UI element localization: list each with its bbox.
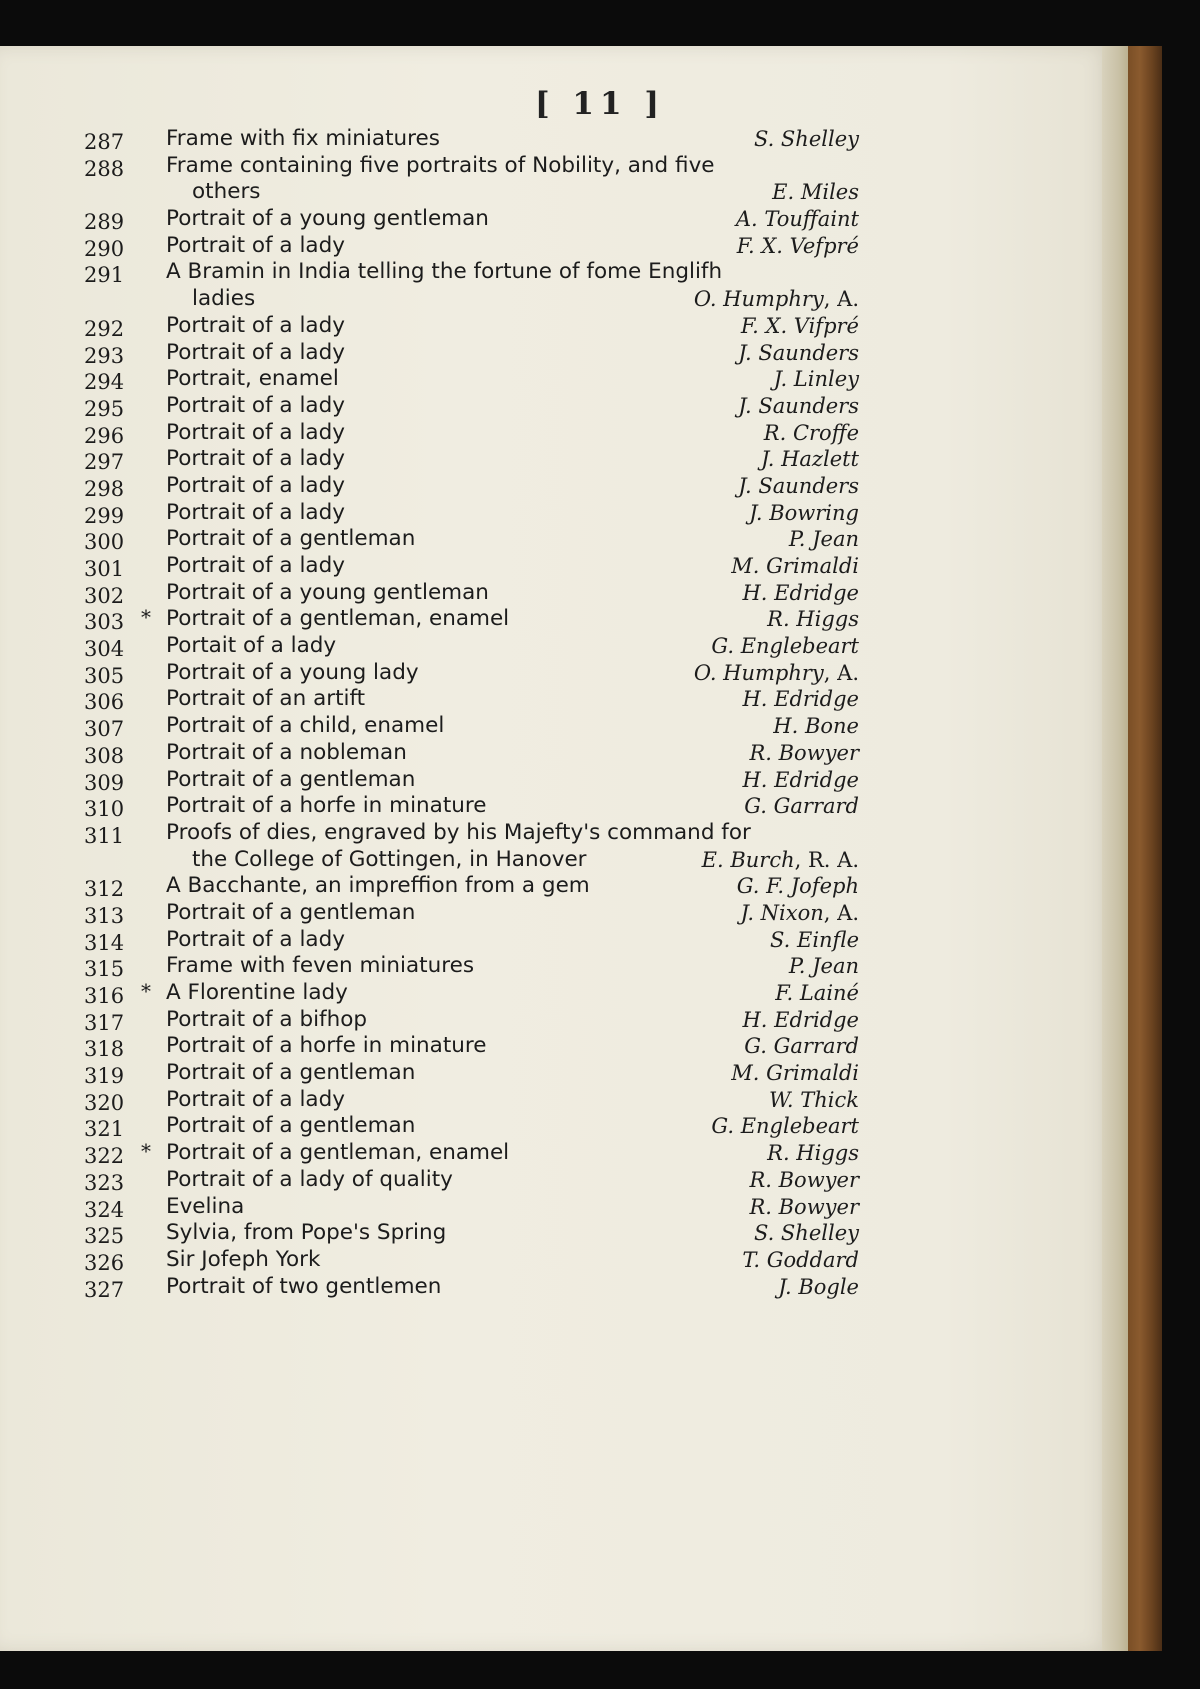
entry-number: 324 xyxy=(84,1197,125,1222)
entry-number: 287 xyxy=(84,130,125,154)
entry-title: A Florentine lady xyxy=(166,980,348,1005)
entry-title: Portrait of a lady xyxy=(166,419,345,445)
artist-name: S. Shelley xyxy=(753,127,859,151)
catalogue-entry xyxy=(84,633,859,660)
entry-title: Portrait of a lady xyxy=(166,446,345,472)
entry-number: 308 xyxy=(84,743,125,768)
entry-number: 321 xyxy=(84,1117,125,1142)
artist-name: R. Croffe xyxy=(763,420,859,445)
catalogue-entry xyxy=(84,446,859,473)
entry-number: 310 xyxy=(84,797,125,822)
entry-number: 289 xyxy=(84,210,125,235)
entry-number: 323 xyxy=(84,1170,125,1195)
entry-artist xyxy=(742,686,859,713)
artist-name: O. Humphry xyxy=(693,287,824,312)
entry-title: Portrait of a lady xyxy=(166,339,345,365)
entry-number: 314 xyxy=(84,930,125,955)
catalogue-entry xyxy=(84,153,859,180)
artist-name: W. Thick xyxy=(769,1087,859,1112)
catalogue-entry xyxy=(84,233,859,260)
entry-number: 320 xyxy=(84,1090,125,1115)
entry-number: 294 xyxy=(84,370,125,395)
entry-number: 315 xyxy=(84,957,125,982)
entry-artist xyxy=(711,633,859,660)
entry-title: Sir Jofeph York xyxy=(166,1246,321,1272)
entry-title: Sylvia, from Pope's Spring xyxy=(166,1220,447,1246)
artist-name: J. Saunders xyxy=(738,473,859,498)
entry-title: Portrait of a gentleman, enamel xyxy=(166,606,510,632)
entry-number: 318 xyxy=(84,1037,125,1062)
entry-number: 297 xyxy=(84,450,125,475)
entry-number: 303 xyxy=(84,610,125,635)
artist-suffix: , A. xyxy=(823,660,859,685)
catalogue-entry xyxy=(84,740,859,767)
entry-title: Portrait of a gentleman xyxy=(166,766,416,792)
artist-name: J. Linley xyxy=(773,367,859,392)
entry-artist xyxy=(767,1140,859,1167)
entry-number: 316 xyxy=(84,984,125,1008)
artist-name: H. Edridge xyxy=(742,687,859,712)
entry-title: Portrait of a gentleman xyxy=(166,1060,416,1086)
artist-name: F. Lainé xyxy=(775,981,859,1005)
artist-name: S. Shelley xyxy=(753,1221,859,1246)
entry-title: Portrait of a lady xyxy=(166,499,345,525)
entry-artist xyxy=(770,927,859,954)
artist-name: G. Englebeart xyxy=(711,634,859,659)
entry-number: 309 xyxy=(84,770,125,795)
artist-name: S. Einfle xyxy=(770,927,859,952)
entry-artist xyxy=(789,526,859,553)
entry-artist xyxy=(749,1194,859,1221)
entry-artist xyxy=(742,767,859,794)
artist-name: H. Edridge xyxy=(742,1007,859,1032)
artist-name: G. F. Jofeph xyxy=(736,874,859,899)
entry-title: Portrait of a child, enamel xyxy=(166,713,445,739)
entry-number: 298 xyxy=(84,476,125,501)
entry-artist xyxy=(754,126,859,153)
entry-number: 301 xyxy=(84,557,125,581)
entry-title: Portrait of a horfe in minature xyxy=(166,1033,487,1059)
catalogue-entry xyxy=(84,126,859,153)
entry-title: Portrait of a gentleman xyxy=(166,1113,416,1139)
entry-artist xyxy=(772,179,859,206)
catalogue-entry xyxy=(84,767,859,794)
artist-name: H. Bone xyxy=(773,714,859,739)
catalogue-entry xyxy=(84,660,859,687)
entry-title: Portrait of a horfe in minature xyxy=(166,793,487,819)
entry-artist xyxy=(744,793,859,820)
entry-artist xyxy=(789,953,859,980)
artist-name: M. Grimaldi xyxy=(731,1061,859,1086)
entry-number: 293 xyxy=(84,343,125,368)
entry-artist xyxy=(738,393,859,420)
entry-artist xyxy=(741,313,859,340)
entry-title: Portrait of a lady xyxy=(166,1086,345,1112)
entry-number: 325 xyxy=(84,1224,125,1249)
entry-title: Portrait of a lady xyxy=(166,553,345,578)
entry-number: 291 xyxy=(84,263,125,288)
entry-number: 299 xyxy=(84,503,125,528)
entry-title: Frame with feven miniatures xyxy=(166,953,475,979)
entry-title: Portrait, enamel xyxy=(166,366,339,392)
catalogue-entry xyxy=(84,1167,859,1194)
entry-artist xyxy=(741,900,859,927)
entry-title: Portrait of a gentleman xyxy=(166,526,416,552)
catalogue-entry xyxy=(84,820,859,847)
catalogue-entry xyxy=(84,313,859,340)
entry-title: Portrait of a nobleman xyxy=(166,739,407,765)
artist-suffix: , A. xyxy=(823,900,859,925)
entry-artist xyxy=(742,1007,859,1034)
artist-name: J. Saunders xyxy=(738,393,859,418)
entry-title: Evelina xyxy=(166,1193,245,1219)
entry-title: A Bacchante, an impreffion from a gem xyxy=(166,873,590,899)
catalogue-entry xyxy=(84,553,859,580)
catalogue-entry xyxy=(84,1194,859,1221)
entry-artist xyxy=(778,1274,859,1301)
page-number-header: [ 11 ] xyxy=(534,86,666,122)
entry-artist xyxy=(742,580,859,607)
entry-number: 296 xyxy=(84,423,125,448)
catalogue-entry xyxy=(84,393,859,420)
artist-name: F. X. Vifpré xyxy=(740,313,859,338)
catalogue-entries xyxy=(84,126,859,1300)
artist-suffix: , R. A. xyxy=(794,847,859,872)
entry-asterisk-mark: * xyxy=(141,979,151,1003)
entry-artist xyxy=(742,1247,859,1274)
entry-title: others xyxy=(192,179,261,205)
entry-title: Portrait of a gentleman, enamel xyxy=(166,1140,510,1166)
entry-artist xyxy=(764,420,859,447)
entry-number: 322 xyxy=(84,1144,125,1169)
catalogue-entry xyxy=(84,953,859,980)
catalogue-entry xyxy=(84,980,859,1007)
entry-number: 292 xyxy=(84,316,125,341)
artist-name: F. X. Vefpré xyxy=(736,233,859,258)
entry-number: 311 xyxy=(84,823,125,848)
entry-title: Portrait of a bifhop xyxy=(166,1006,368,1032)
entry-title: Portrait of a lady xyxy=(166,926,345,952)
page-edge xyxy=(1102,46,1130,1651)
artist-name: R. Higgs xyxy=(767,1141,859,1166)
entry-title: Portait of a lady xyxy=(166,633,337,659)
entry-asterisk-mark: * xyxy=(141,1139,151,1164)
entry-artist xyxy=(749,1167,859,1194)
catalogue-entry xyxy=(84,473,859,500)
entry-number: 300 xyxy=(84,530,125,555)
artist-name: P. Jean xyxy=(788,527,859,552)
catalogue-entry xyxy=(84,1247,859,1274)
artist-name: J. Bowring xyxy=(749,500,859,525)
entry-title: Portrait of a young lady xyxy=(166,659,419,685)
entry-title: Proofs of dies, engraved by his Majefty's command for xyxy=(166,819,751,845)
entry-artist xyxy=(754,1220,859,1247)
entry-artist xyxy=(749,740,859,767)
entry-artist xyxy=(761,446,859,473)
artist-name: J. Nixon xyxy=(740,900,824,925)
catalogue-entry-continuation xyxy=(84,179,859,206)
entry-artist xyxy=(767,606,859,633)
entry-title: Portrait of a young gentleman xyxy=(166,579,489,605)
artist-name: O. Humphry xyxy=(693,660,824,685)
catalogue-entry xyxy=(84,1033,859,1060)
entry-artist xyxy=(737,233,859,260)
catalogue-entry xyxy=(84,259,859,286)
catalogue-entry xyxy=(84,580,859,607)
entry-title: ladies xyxy=(192,286,256,312)
entry-artist xyxy=(731,553,859,580)
entry-title: the College of Gottingen, in Hanover xyxy=(192,846,587,872)
artist-name: R. Bowyer xyxy=(749,740,859,765)
entry-number: 317 xyxy=(84,1010,125,1035)
artist-name: A. Touffaint xyxy=(735,207,859,232)
catalogue-entry xyxy=(84,206,859,233)
catalogue-entry xyxy=(84,526,859,553)
artist-suffix: , A. xyxy=(823,287,859,312)
entry-number: 306 xyxy=(84,690,125,715)
entry-artist xyxy=(737,873,859,900)
entry-artist xyxy=(694,286,859,313)
entry-artist xyxy=(694,660,859,687)
entry-title: Portrait of a lady xyxy=(166,312,345,338)
entry-number: 288 xyxy=(84,156,125,181)
catalogue-entry-continuation xyxy=(84,847,859,874)
artist-name: R. Bowyer xyxy=(749,1167,859,1192)
entry-number: 327 xyxy=(84,1277,125,1302)
catalogue-entry xyxy=(84,686,859,713)
entry-title: Portrait of a lady xyxy=(166,392,345,418)
artist-name: R. Higgs xyxy=(767,607,859,632)
artist-name: H. Edridge xyxy=(742,580,859,605)
entry-title: Portrait of two gentlemen xyxy=(166,1273,442,1299)
artist-name: M. Grimaldi xyxy=(731,554,859,578)
entry-number: 302 xyxy=(84,583,125,608)
entry-artist xyxy=(736,206,859,233)
artist-name: J. Bogle xyxy=(778,1274,859,1299)
catalogue-entry xyxy=(84,1060,859,1087)
catalogue-entry xyxy=(84,713,859,740)
entry-title: Frame with fix miniatures xyxy=(166,126,440,151)
entry-artist xyxy=(738,473,859,500)
entry-number: 290 xyxy=(84,236,125,261)
entry-artist xyxy=(774,366,859,393)
catalogue-entry xyxy=(84,900,859,927)
entry-artist xyxy=(744,1033,859,1060)
catalogue-entry xyxy=(84,1140,859,1167)
catalogue-entry xyxy=(84,340,859,367)
entry-number: 304 xyxy=(84,637,125,662)
artist-name: R. Bowyer xyxy=(749,1194,859,1219)
entry-artist xyxy=(749,500,859,527)
entry-title: Portrait of a gentleman xyxy=(166,899,416,925)
entry-asterisk-mark: * xyxy=(141,605,151,630)
entry-title: Portrait of a lady xyxy=(166,232,345,258)
catalogue-entry xyxy=(84,606,859,633)
entry-number: 312 xyxy=(84,877,125,902)
entry-artist xyxy=(769,1087,859,1114)
catalogue-entry-continuation xyxy=(84,286,859,313)
catalogue-entry xyxy=(84,1113,859,1140)
entry-title: Portrait of a lady of quality xyxy=(166,1166,453,1192)
artist-name: E. Miles xyxy=(772,180,859,205)
entry-title: Portrait of a young gentleman xyxy=(166,206,489,232)
entry-number: 295 xyxy=(84,396,125,421)
artist-name: J. Saunders xyxy=(738,340,859,365)
entry-artist xyxy=(775,980,859,1007)
entry-number: 326 xyxy=(84,1250,125,1275)
artist-name: G. Garrard xyxy=(744,794,859,819)
catalogue-entry xyxy=(84,1007,859,1034)
entry-title: Portrait of an artift xyxy=(166,686,366,712)
entry-artist xyxy=(702,847,859,874)
entry-number: 313 xyxy=(84,903,125,928)
entry-artist xyxy=(738,340,859,367)
catalogue-entry xyxy=(84,1087,859,1114)
entry-title: A Bramin in India telling the fortune of fome Englifh xyxy=(166,259,723,285)
catalogue-entry xyxy=(84,366,859,393)
catalogue-entry xyxy=(84,927,859,954)
entry-title: Portrait of a lady xyxy=(166,472,345,498)
catalogue-entry xyxy=(84,500,859,527)
entry-number: 319 xyxy=(84,1064,125,1089)
catalogue-entry xyxy=(84,1274,859,1301)
catalogue-entry xyxy=(84,420,859,447)
entry-number: 307 xyxy=(84,717,125,742)
artist-name: G. Englebeart xyxy=(711,1114,859,1139)
entry-number: 305 xyxy=(84,663,125,688)
artist-name: E. Burch xyxy=(701,847,795,872)
entry-title: Frame containing five portraits of Nobility, and five xyxy=(166,152,715,178)
catalogue-entry xyxy=(84,793,859,820)
catalogue-entry xyxy=(84,1220,859,1247)
catalogue-entry xyxy=(84,873,859,900)
artist-name: H. Edridge xyxy=(742,767,859,792)
entry-artist xyxy=(731,1060,859,1087)
entry-artist xyxy=(711,1113,859,1140)
book-cover-edge xyxy=(1128,46,1162,1651)
artist-name: T. Goddard xyxy=(742,1247,859,1272)
artist-name: J. Hazlett xyxy=(760,447,859,472)
artist-name: P. Jean xyxy=(788,954,859,979)
artist-name: G. Garrard xyxy=(744,1034,859,1059)
entry-artist xyxy=(773,713,859,740)
